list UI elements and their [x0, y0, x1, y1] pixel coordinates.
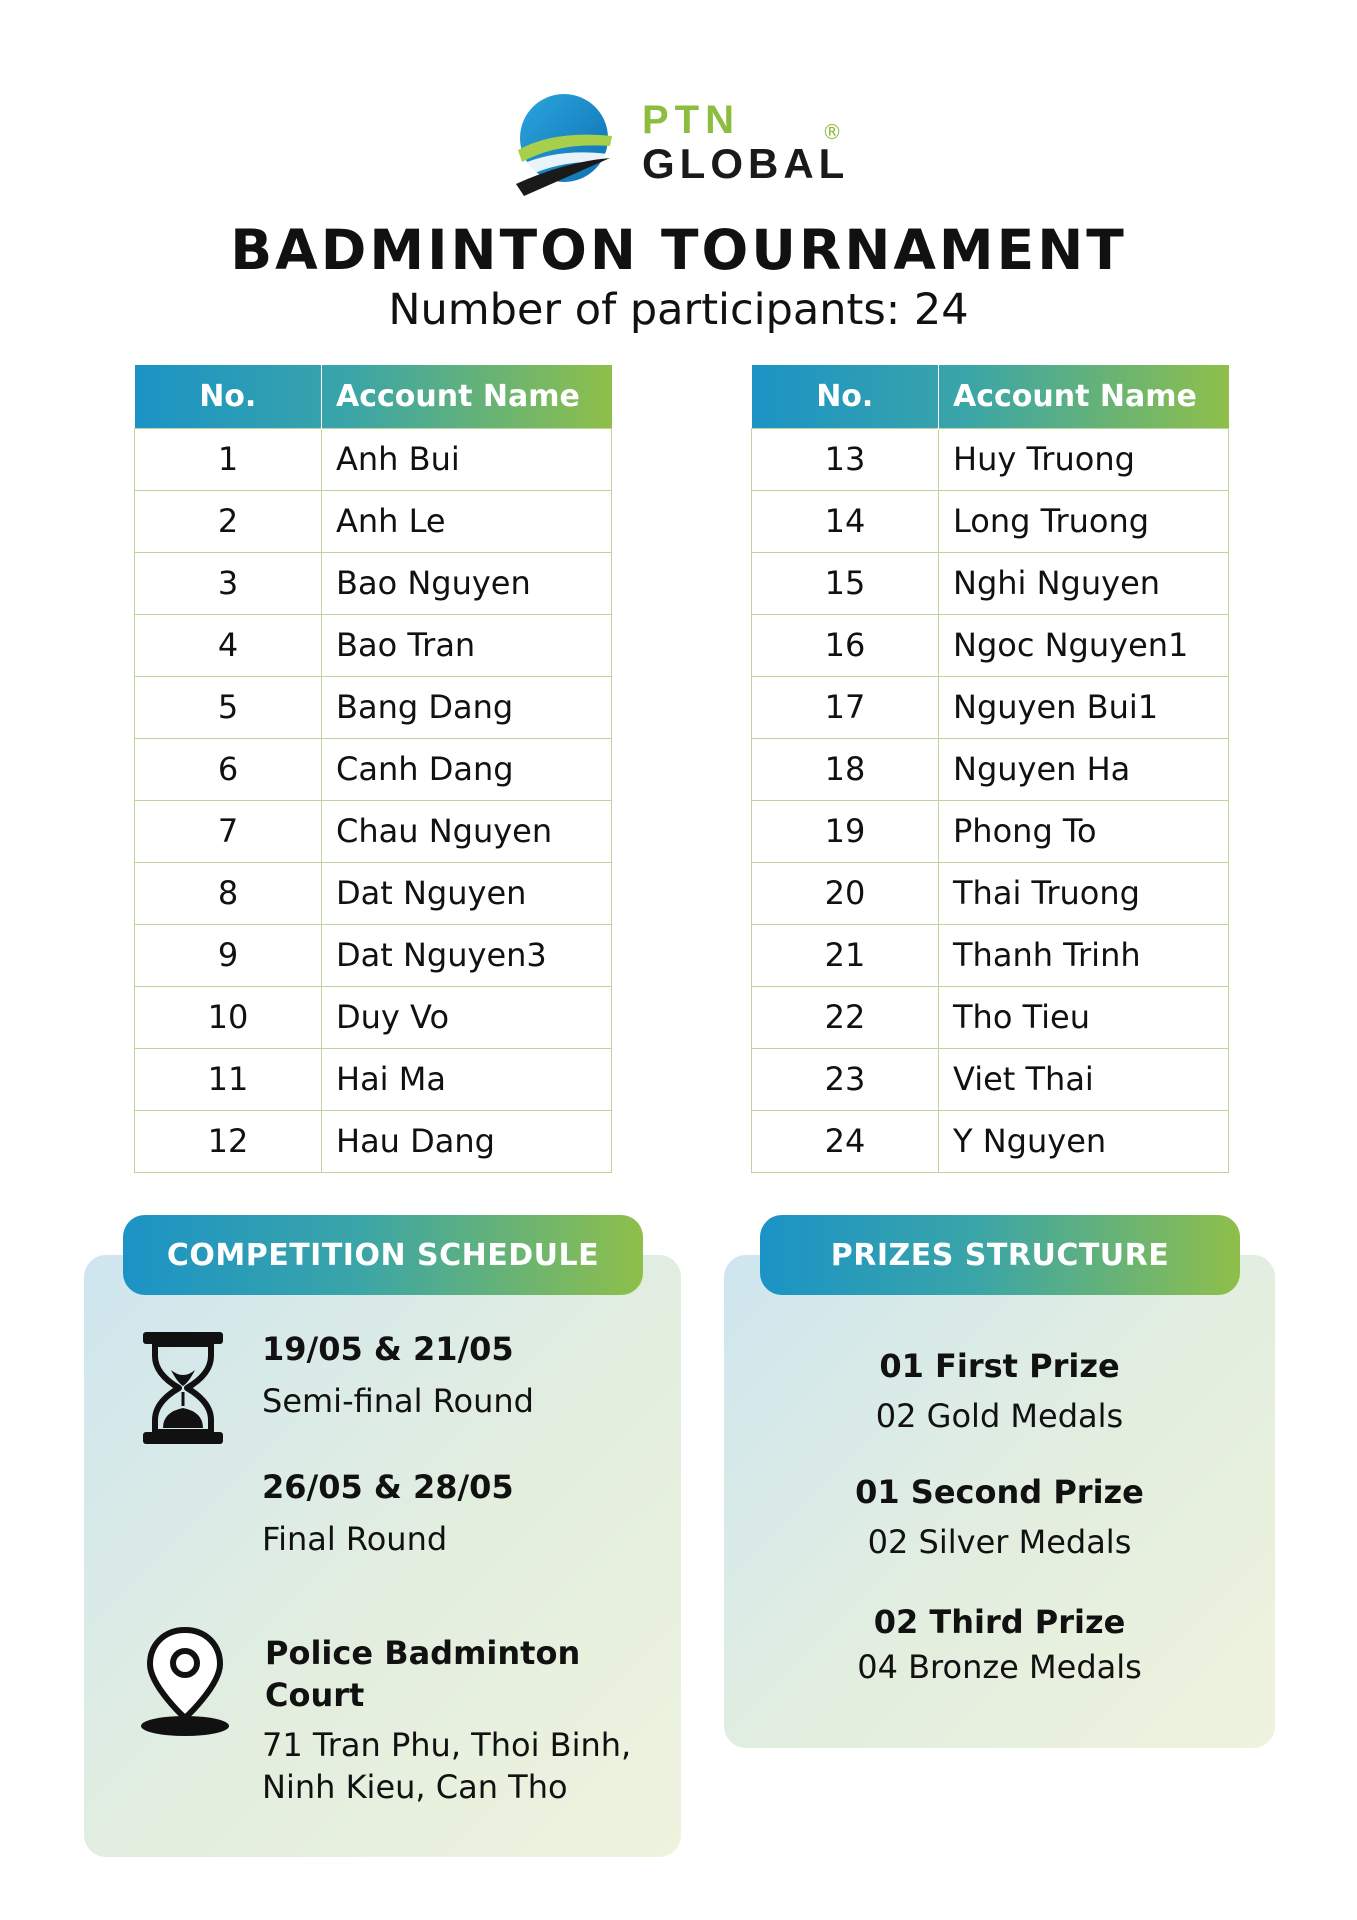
table-row — [752, 614, 1229, 676]
venue-name: Police Badminton Court — [265, 1634, 581, 1714]
account-name: Phong To — [939, 800, 1229, 862]
header-account-name: Account Name — [953, 378, 1197, 414]
header-no: No. — [135, 365, 322, 428]
table-row — [135, 862, 612, 924]
account-name: Tho Tieu — [939, 986, 1229, 1048]
participant-count: Number of participants: 24 — [388, 285, 969, 335]
account-name: Viet Thai — [939, 1048, 1229, 1110]
account-name: Thai Truong — [939, 862, 1229, 924]
row-number: 12 — [135, 1110, 322, 1172]
semifinal-dates: 19/05 & 21/05 — [262, 1330, 514, 1368]
row-number: 21 — [752, 924, 939, 986]
account-name: Chau Nguyen — [322, 800, 612, 862]
row-number: 7 — [135, 800, 322, 862]
account-name: Bao Nguyen — [322, 552, 612, 614]
account-name: Hau Dang — [322, 1110, 612, 1172]
table-header-row — [135, 365, 612, 428]
venue-address: 71 Tran Phu, Thoi Binh, Ninh Kieu, Can Tho — [262, 1726, 632, 1806]
table-row — [135, 800, 612, 862]
account-name: Bang Dang — [322, 676, 612, 738]
logo-text-global: GLOBAL — [642, 140, 850, 187]
account-name: Y Nguyen — [939, 1110, 1229, 1172]
account-name: Duy Vo — [322, 986, 612, 1048]
table-row — [135, 614, 612, 676]
row-number: 1 — [135, 428, 322, 490]
final-label: Final Round — [262, 1520, 448, 1558]
row-number: 23 — [752, 1048, 939, 1110]
row-number: 20 — [752, 862, 939, 924]
row-number: 24 — [752, 1110, 939, 1172]
schedule-heading: COMPETITION SCHEDULE — [123, 1215, 643, 1295]
table-row — [752, 924, 1229, 986]
table-row — [135, 428, 612, 490]
row-number: 11 — [135, 1048, 322, 1110]
row-number: 8 — [135, 862, 322, 924]
table-row — [135, 986, 612, 1048]
hourglass-icon — [141, 1330, 225, 1446]
second-prize-detail: 02 Silver Medals — [867, 1523, 1132, 1561]
table-row — [752, 490, 1229, 552]
table-row — [752, 862, 1229, 924]
table-row — [752, 986, 1229, 1048]
account-name: Dat Nguyen — [322, 862, 612, 924]
account-name: Anh Le — [322, 490, 612, 552]
row-number: 14 — [752, 490, 939, 552]
table-row — [752, 1048, 1229, 1110]
row-number: 15 — [752, 552, 939, 614]
first-prize-title: 01 First Prize — [879, 1347, 1120, 1385]
second-prize-title: 01 Second Prize — [855, 1473, 1144, 1511]
account-name: Ngoc Nguyen1 — [939, 614, 1229, 676]
globe-icon — [514, 92, 614, 200]
row-number: 6 — [135, 738, 322, 800]
final-dates: 26/05 & 28/05 — [262, 1468, 514, 1506]
participants-table-right — [751, 365, 1229, 1173]
registered-mark: ® — [822, 120, 842, 144]
table-row — [135, 1048, 612, 1110]
third-prize-detail: 04 Bronze Medals — [857, 1648, 1142, 1686]
table-header-row — [752, 365, 1229, 428]
table-row — [752, 738, 1229, 800]
table-row — [135, 676, 612, 738]
table-row — [135, 1110, 612, 1172]
account-name: Huy Truong — [939, 428, 1229, 490]
account-name: Nghi Nguyen — [939, 552, 1229, 614]
location-pin-icon — [138, 1626, 232, 1738]
table-row — [135, 552, 612, 614]
third-prize-title: 02 Third Prize — [873, 1603, 1126, 1641]
logo-text-ptn: PTN — [642, 98, 740, 142]
account-name: Thanh Trinh — [939, 924, 1229, 986]
table-row — [752, 552, 1229, 614]
table-row — [752, 676, 1229, 738]
first-prize-detail: 02 Gold Medals — [875, 1397, 1124, 1435]
header-account-name: Account Name — [336, 378, 580, 414]
account-name: Nguyen Bui1 — [939, 676, 1229, 738]
table-row — [135, 490, 612, 552]
prizes-heading: PRIZES STRUCTURE — [760, 1215, 1240, 1295]
row-number: 16 — [752, 614, 939, 676]
row-number: 18 — [752, 738, 939, 800]
row-number: 19 — [752, 800, 939, 862]
account-name: Bao Tran — [322, 614, 612, 676]
account-name: Dat Nguyen3 — [322, 924, 612, 986]
account-name: Long Truong — [939, 490, 1229, 552]
brand-logo — [514, 92, 854, 202]
semifinal-label: Semi-final Round — [262, 1382, 534, 1420]
participants-table-left — [134, 365, 612, 1173]
account-name: Canh Dang — [322, 738, 612, 800]
account-name: Hai Ma — [322, 1048, 612, 1110]
table-row — [752, 1110, 1229, 1172]
row-number: 10 — [135, 986, 322, 1048]
table-row — [752, 428, 1229, 490]
row-number: 5 — [135, 676, 322, 738]
row-number: 22 — [752, 986, 939, 1048]
row-number: 9 — [135, 924, 322, 986]
table-row — [135, 924, 612, 986]
row-number: 17 — [752, 676, 939, 738]
row-number: 2 — [135, 490, 322, 552]
table-row — [135, 738, 612, 800]
page-title: BADMINTON TOURNAMENT — [230, 218, 1127, 282]
table-row — [752, 800, 1229, 862]
row-number: 4 — [135, 614, 322, 676]
row-number: 13 — [752, 428, 939, 490]
account-name: Nguyen Ha — [939, 738, 1229, 800]
row-number: 3 — [135, 552, 322, 614]
header-no: No. — [752, 365, 939, 428]
account-name: Anh Bui — [322, 428, 612, 490]
